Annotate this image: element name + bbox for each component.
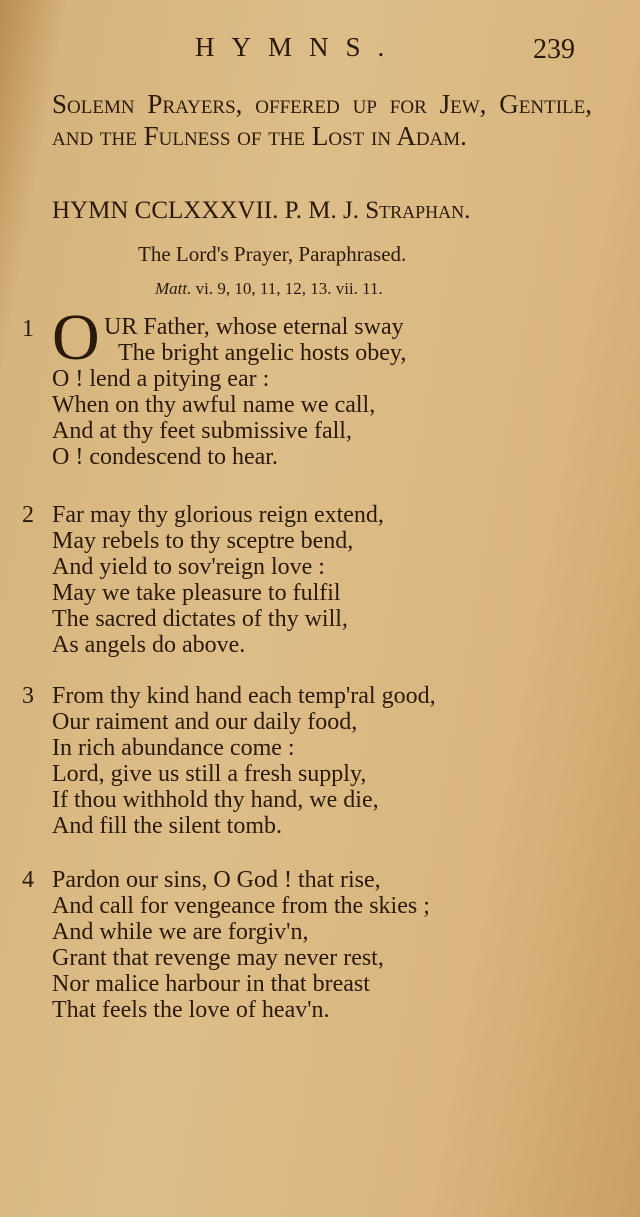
verse-line: And yield to sov'reign love :: [52, 554, 325, 580]
scripture-book: Matt.: [155, 279, 192, 298]
verse-line: UR Father, whose eternal sway: [104, 314, 404, 340]
hymn-meter: P. M.: [284, 197, 337, 224]
verse-line: Pardon our sins, O God ! that rise,: [52, 867, 381, 893]
verse-line: The bright angelic hosts obey,: [118, 340, 407, 366]
verse-line: In rich abundance come :: [52, 735, 295, 761]
verse-line: When on thy awful name we call,: [52, 392, 376, 418]
verse-line: If thou withhold thy hand, we die,: [52, 787, 379, 813]
hymn-author: J. Straphan.: [343, 197, 471, 224]
running-head: [0, 32, 640, 72]
verse-line: Our raiment and our daily food,: [52, 709, 358, 735]
stanza-number: 1: [22, 316, 34, 342]
verse-line: From thy kind hand each temp'ral good,: [52, 683, 436, 709]
verse-line: As angels do above.: [52, 632, 246, 658]
verse-line: That feels the love of heav'n.: [52, 997, 330, 1023]
drop-cap: O: [52, 301, 100, 374]
hymn-number: HYMN CCLXXXVII.: [52, 197, 279, 224]
verse-line: Lord, give us still a fresh supply,: [52, 761, 367, 787]
stanza-number: 3: [22, 683, 34, 709]
scripture-reference: [155, 279, 383, 299]
stanza-number: 4: [22, 867, 34, 893]
verse-line: Grant that revenge may never rest,: [52, 945, 384, 971]
page-number: 239: [533, 34, 575, 65]
verse-line: And while we are forgiv'n,: [52, 919, 309, 945]
verse-line: O ! lend a pitying ear :: [52, 366, 270, 392]
hymn-title: [52, 197, 470, 225]
verse-line: And at thy feet submissive fall,: [52, 418, 352, 444]
verse-line: Far may thy glorious reign extend,: [52, 502, 384, 528]
running-title: HYMNS.: [195, 32, 402, 62]
verse-line: And fill the silent tomb.: [52, 813, 282, 839]
verse-line: And call for vengeance from the skies ;: [52, 893, 430, 919]
verse-line: O ! condescend to hear.: [52, 444, 278, 470]
verse-line: May we take pleasure to fulfil: [52, 580, 341, 606]
verse-line: Nor malice harbour in that breast: [52, 971, 370, 997]
verse-line: May rebels to thy sceptre bend,: [52, 528, 354, 554]
scripture-verses: vi. 9, 10, 11, 12, 13. vii. 11.: [195, 279, 383, 298]
stanza-number: 2: [22, 502, 34, 528]
hymn-subtitle: The Lord's Prayer, Paraphrased.: [138, 242, 407, 266]
verse-line: The sacred dictates of thy will,: [52, 606, 348, 632]
section-heading: Solemn Prayers, offered up for Jew, Gentile, and the Fulness of the Lost in Adam.: [52, 89, 592, 151]
